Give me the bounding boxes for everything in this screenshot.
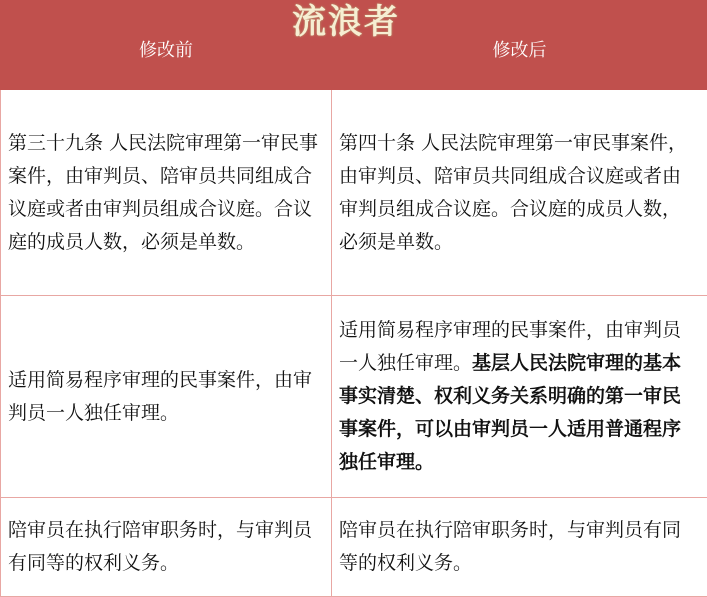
- cell-after-3: 陪审员在执行陪审职务时，与审判员有同等的权利义务。: [332, 498, 707, 597]
- cell-before-1: 第三十九条 人民法院审理第一审民事案件，由审判员、陪审员共同组成合议庭或者由审判员组成合议庭。合议庭的成员人数，必须是单数。: [1, 89, 332, 296]
- cell-before-3: 陪审员在执行陪审职务时，与审判员有同等的权利义务。: [1, 498, 332, 597]
- cell-after-2: [332, 296, 707, 498]
- cell-before-2: 适用简易程序审理的民事案件，由审判员一人独任审理。: [1, 296, 332, 498]
- watermark-text: 流浪者: [292, 0, 400, 43]
- table-row: [1, 498, 707, 597]
- cell-after-1: 第四十条 人民法院审理第一审民事案件，由审判员、陪审员共同组成合议庭或者由审判员组成合议庭。合议庭的成员人数，必须是单数。: [332, 89, 707, 296]
- table-row: [1, 89, 707, 296]
- cell-after-2-normal: 适用简易程序审理的民事案件，由审判员一人独任审理。: [339, 319, 681, 374]
- table-row: [1, 296, 707, 498]
- cell-after-2-bold: 基层人民法院审理的基本事实清楚、权利义务关系明确的第一审民事案件，可以由审判员一人适用普通程序独任审理。: [339, 352, 681, 473]
- header-before: 修改前: [1, 1, 332, 90]
- header-after: 修改后: [332, 1, 707, 90]
